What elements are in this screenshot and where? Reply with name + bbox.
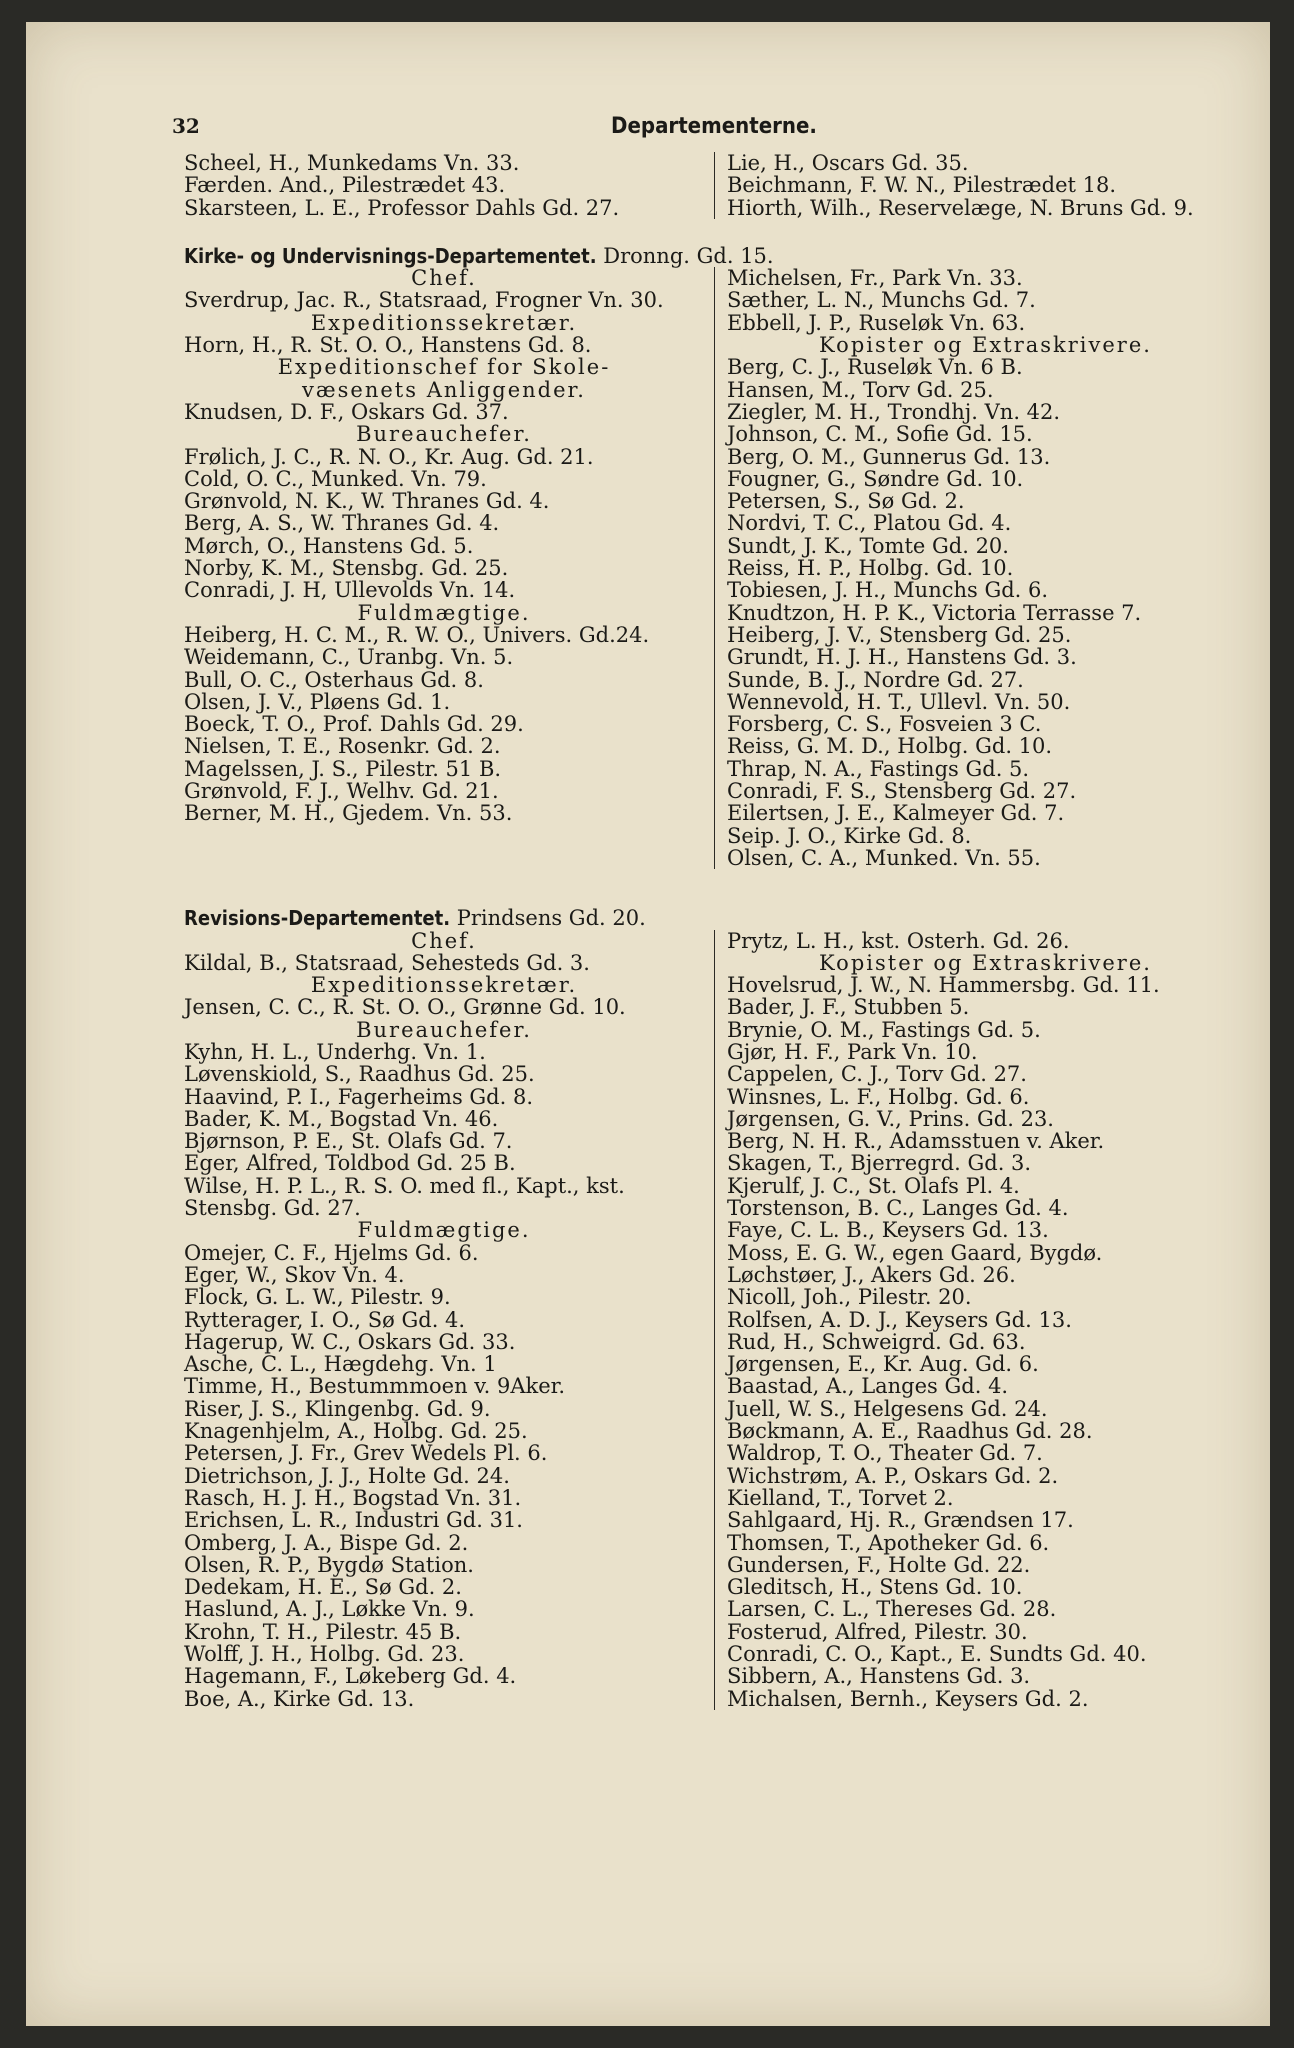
directory-entry: Conradi, J. H, Ullevolds Vn. 14. — [184, 578, 516, 603]
directory-entry: Bøckmann, A. E., Raadhus Gd. 28. — [727, 1419, 1093, 1444]
section-subheading: Expeditionssekretær. — [310, 310, 578, 335]
directory-entry: Omejer, C. F., Hjelms Gd. 6. — [184, 1240, 479, 1265]
directory-entry: Eger, W., Skov Vn. 4. — [184, 1262, 405, 1287]
directory-entry: Ziegler, M. H., Trondhj. Vn. 42. — [727, 399, 1061, 424]
directory-entry: Baastad, A., Langes Gd. 4. — [727, 1374, 1009, 1399]
directory-entry: Haavind, P. I., Fagerheims Gd. 8. — [184, 1084, 534, 1109]
revisions-right-column — [714, 930, 1244, 1710]
directory-entry: Petersen, S., Sø Gd. 2. — [727, 489, 965, 514]
directory-entry: Fosterud, Alfred, Pilestr. 30. — [727, 1619, 1028, 1644]
directory-entry: Wilse, H. P. L., R. S. O. med fl., Kapt., kst. — [184, 1173, 625, 1198]
directory-entry: Rytterager, I. O., Sø Gd. 4. — [184, 1307, 466, 1332]
directory-entry: Ebbell, J. P., Ruseløk Vn. 63. — [727, 310, 1026, 335]
directory-entry: Lie, H., Oscars Gd. 35. — [727, 151, 969, 175]
directory-entry: Mørch, O., Hanstens Gd. 5. — [184, 533, 474, 558]
directory-entry: Kildal, B., Statsraad, Sehesteds Gd. 3. — [184, 950, 590, 975]
directory-entry: Grønvold, N. K., W. Thranes Gd. 4. — [184, 489, 550, 514]
directory-entry: Skarsteen, L. E., Professor Dahls Gd. 27. — [184, 195, 620, 220]
directory-entry: Boeck, T. O., Prof. Dahls Gd. 29. — [184, 712, 524, 737]
section-subheading: Kopister og Extraskrivere. — [819, 333, 1152, 358]
directory-entry: Berner, M. H., Gjedem. Vn. 53. — [184, 801, 513, 826]
directory-entry: Rasch, H. J. H., Bogstad Vn. 31. — [184, 1485, 522, 1510]
section-subheading: væsenets Anliggender. — [302, 377, 586, 402]
directory-entry: Reiss, H. P., Holbg. Gd. 10. — [727, 556, 1014, 581]
directory-entry: Eger, Alfred, Toldbod Gd. 25 B. — [184, 1151, 516, 1176]
directory-entry: Bader, J. F., Stubben 5. — [727, 995, 970, 1020]
dept-heading-kirke — [184, 245, 1244, 267]
directory-entry: Beichmann, F. W. N., Pilestrædet 18. — [727, 173, 1117, 198]
directory-entry: Flock, G. L. W., Pilestr. 9. — [184, 1285, 451, 1310]
directory-entry: Petersen, J. Fr., Grev Wedels Pl. 6. — [184, 1441, 548, 1466]
directory-entry: Scheel, H., Munkedams Vn. 33. — [184, 151, 520, 175]
directory-entry: Gleditsch, H., Stens Gd. 10. — [727, 1575, 1023, 1600]
directory-entry: Krohn, T. H., Pilestr. 45 B. — [184, 1619, 462, 1644]
directory-entry: Dedekam, H. E., Sø Gd. 2. — [184, 1575, 462, 1600]
directory-entry: Gjør, H. F., Park Vn. 10. — [727, 1039, 978, 1064]
directory-entry: Hagemann, F., Løkeberg Gd. 4. — [184, 1664, 517, 1689]
section-subheading: Fuldmægtige. — [357, 600, 531, 625]
section-subheading: Fuldmægtige. — [357, 1218, 531, 1243]
directory-entry: Sunde, B. J., Nordre Gd. 27. — [727, 667, 1024, 692]
directory-entry: Brynie, O. M., Fastings Gd. 5. — [727, 1017, 1041, 1042]
directory-entry: Skagen, T., Bjerregrd. Gd. 3. — [727, 1151, 1032, 1176]
directory-entry: Michelsen, Fr., Park Vn. 33. — [727, 266, 1023, 291]
section-subheading: Expeditionssekretær. — [310, 973, 578, 998]
directory-entry: Berg, A. S., W. Thranes Gd. 4. — [184, 511, 500, 536]
directory-entry: Sæther, L. N., Munchs Gd. 7. — [727, 288, 1036, 313]
directory-entry: Jensen, C. C., R. St. O. O., Grønne Gd. 10. — [184, 995, 626, 1020]
directory-entry: Frølich, J. C., R. N. O., Kr. Aug. Gd. 21. — [184, 444, 594, 469]
directory-entry: Bull, O. C., Osterhaus Gd. 8. — [184, 667, 484, 692]
directory-entry: Grundt, H. J. H., Hanstens Gd. 3. — [727, 645, 1077, 670]
directory-entry: Magelssen, J. S., Pilestr. 51 B. — [184, 756, 502, 781]
directory-entry: Rud, H., Schweigrd. Gd. 63. — [727, 1329, 1026, 1354]
dept-address: Dronng. Gd. 15. — [603, 243, 774, 268]
directory-entry: Sahlgaard, Hj. R., Grændsen 17. — [727, 1508, 1074, 1533]
directory-entry: Horn, H., R. St. O. O., Hanstens Gd. 8. — [184, 333, 592, 358]
directory-entry: Gundersen, F., Holte Gd. 22. — [727, 1552, 1031, 1577]
directory-entry: Forsberg, C. S., Fosveien 3 C. — [727, 712, 1042, 737]
directory-entry: Knudsen, D. F., Oskars Gd. 37. — [184, 399, 509, 424]
directory-entry: Sibbern, A., Hanstens Gd. 3. — [727, 1664, 1031, 1689]
directory-entry: Conradi, F. S., Stensberg Gd. 27. — [727, 779, 1077, 804]
directory-entry: Bader, K. M., Bogstad Vn. 46. — [184, 1106, 499, 1131]
directory-entry: Olsen, R. P., Bygdø Station. — [184, 1552, 474, 1577]
directory-entry: Wichstrøm, A. P., Oskars Gd. 2. — [727, 1463, 1059, 1488]
directory-entry: Hiorth, Wilh., Reservelæge, N. Bruns Gd. 9. — [727, 195, 1194, 220]
directory-entry: Michalsen, Bernh., Keysers Gd. 2. — [727, 1686, 1089, 1711]
directory-entry: Erichsen, L. R., Industri Gd. 31. — [184, 1508, 523, 1533]
directory-entry: Fougner, G., Søndre Gd. 10. — [727, 466, 1024, 491]
directory-entry: Cold, O. C., Munked. Vn. 79. — [184, 466, 487, 491]
directory-entry: Dietrichson, J. J., Holte Gd. 24. — [184, 1463, 510, 1488]
directory-entry: Tobiesen, J. H., Munchs Gd. 6. — [727, 578, 1049, 603]
top-right-column — [714, 152, 1244, 219]
directory-entry: Seip. J. O., Kirke Gd. 8. — [727, 823, 972, 848]
directory-entry: Conradi, C. O., Kapt., E. Sundts Gd. 40. — [727, 1642, 1147, 1666]
directory-entry: Haslund, A. J., Løkke Vn. 9. — [184, 1597, 475, 1622]
section-subheading: Chef. — [411, 928, 477, 953]
directory-entry: Sverdrup, Jac. R., Statsraad, Frogner Vn. 30. — [184, 288, 664, 313]
directory-entry: Eilertsen, J. E., Kalmeyer Gd. 7. — [727, 801, 1065, 826]
section-subheading: Chef. — [411, 266, 477, 291]
directory-entry: Weidemann, C., Uranbg. Vn. 5. — [184, 645, 514, 670]
directory-entry: Bjørnson, P. E., St. Olafs Gd. 7. — [184, 1129, 513, 1154]
top-section — [184, 152, 1244, 219]
directory-entry: Løchstøer, J., Akers Gd. 26. — [727, 1262, 1016, 1287]
dept-name: Revisions-Departementet. — [184, 906, 451, 931]
directory-entry: Thomsen, T., Apotheker Gd. 6. — [727, 1530, 1050, 1555]
section-subheading: Kopister og Extraskrivere. — [819, 950, 1152, 975]
directory-entry: Faye, C. L. B., Keysers Gd. 13. — [727, 1218, 1049, 1243]
section-subheading: Bureauchefer. — [356, 422, 532, 447]
page-number: 32 — [172, 114, 200, 138]
directory-entry: Jørgensen, G. V., Prins. Gd. 23. — [727, 1106, 1054, 1131]
directory-entry: Thrap, N. A., Fastings Gd. 5. — [727, 756, 1030, 781]
directory-entry: Riser, J. S., Klingenbg. Gd. 9. — [184, 1396, 491, 1421]
directory-entry: Wennevold, H. T., Ullevl. Vn. 50. — [727, 689, 1071, 714]
directory-entry: Heiberg, J. V., Stensberg Gd. 25. — [727, 622, 1072, 647]
page-header — [172, 114, 1244, 152]
directory-entry: Winsnes, L. F., Holbg. Gd. 6. — [727, 1084, 1030, 1109]
directory-entry: Juell, W. S., Helgesens Gd. 24. — [727, 1396, 1048, 1421]
dept-heading-revisions — [184, 907, 1244, 929]
page-paper — [26, 22, 1270, 2026]
directory-entry: Løvenskiold, S., Raadhus Gd. 25. — [184, 1062, 535, 1087]
directory-entry: Timme, H., Bestummmoen v. 9Aker. — [184, 1374, 566, 1399]
directory-entry: Hagerup, W. C., Oskars Gd. 33. — [184, 1329, 516, 1354]
directory-entry: Nordvi, T. C., Platou Gd. 4. — [727, 511, 1012, 536]
directory-entry: Boe, A., Kirke Gd. 13. — [184, 1686, 415, 1711]
directory-entry: Johnson, C. M., Sofie Gd. 15. — [727, 422, 1033, 447]
section-subheading: Bureauchefer. — [356, 1017, 532, 1042]
directory-entry: Prytz, L. H., kst. Osterh. Gd. 26. — [727, 928, 1070, 953]
directory-entry: Olsen, C. A., Munked. Vn. 55. — [727, 845, 1041, 870]
revisions-section — [184, 930, 1244, 1710]
section-subheading: Expeditionschef for Skole- — [277, 355, 611, 380]
directory-entry: Grønvold, F. J., Welhv. Gd. 21. — [184, 779, 499, 804]
top-left-column — [184, 152, 714, 219]
dept-name: Kirke- og Undervisnings-Departementet. — [184, 243, 597, 268]
page-title: Departementerne. — [611, 114, 817, 139]
directory-entry: Færden. And., Pilestrædet 43. — [184, 173, 506, 198]
directory-entry: Wolff, J. H., Holbg. Gd. 23. — [184, 1642, 465, 1666]
directory-entry: Waldrop, T. O., Theater Gd. 7. — [727, 1441, 1043, 1466]
directory-entry: Nielsen, T. E., Rosenkr. Gd. 2. — [184, 734, 501, 759]
directory-entry: Berg, N. H. R., Adamsstuen v. Aker. — [727, 1129, 1105, 1154]
directory-entry: Heiberg, H. C. M., R. W. O., Univers. Gd.24. — [184, 622, 650, 647]
directory-entry: Jørgensen, E., Kr. Aug. Gd. 6. — [727, 1352, 1039, 1377]
directory-entry: Sundt, J. K., Tomte Gd. 20. — [727, 533, 1009, 558]
directory-entry: Berg, O. M., Gunnerus Gd. 13. — [727, 444, 1051, 469]
revisions-left-column — [184, 930, 714, 1710]
directory-entry: Hovelsrud, J. W., N. Hammersbg. Gd. 11. — [727, 973, 1160, 998]
dept-address: Prindsens Gd. 20. — [456, 906, 646, 931]
directory-entry: Knagenhjelm, A., Holbg. Gd. 25. — [184, 1419, 528, 1444]
directory-entry: Omberg, J. A., Bispe Gd. 2. — [184, 1530, 469, 1555]
kirke-section — [184, 267, 1244, 869]
directory-entry: Kielland, T., Torvet 2. — [727, 1485, 954, 1510]
directory-entry: Rolfsen, A. D. J., Keysers Gd. 13. — [727, 1307, 1072, 1332]
kirke-right-column — [714, 267, 1244, 869]
directory-entry: Kyhn, H. L., Underhg. Vn. 1. — [184, 1039, 486, 1064]
directory-entry: Moss, E. G. W., egen Gaard, Bygdø. — [727, 1240, 1103, 1265]
page-content — [172, 114, 1244, 1711]
directory-entry: Torstenson, B. C., Langes Gd. 4. — [727, 1196, 1069, 1221]
directory-entry: Norby, K. M., Stensbg. Gd. 25. — [184, 556, 509, 581]
directory-entry: Larsen, C. L., Thereses Gd. 28. — [727, 1597, 1057, 1622]
directory-entry: Cappelen, C. J., Torv Gd. 27. — [727, 1062, 1027, 1087]
directory-entry: Stensbg. Gd. 27. — [184, 1196, 361, 1221]
directory-entry: Asche, C. L., Hægdehg. Vn. 1 — [184, 1352, 497, 1377]
directory-entry: Hansen, M., Torv Gd. 25. — [727, 377, 994, 402]
directory-entry: Reiss, G. M. D., Holbg. Gd. 10. — [727, 734, 1053, 759]
directory-entry: Knudtzon, H. P. K., Victoria Terrasse 7. — [727, 600, 1142, 625]
directory-entry: Kjerulf, J. C., St. Olafs Pl. 4. — [727, 1173, 1020, 1198]
directory-entry: Nicoll, Joh., Pilestr. 20. — [727, 1285, 972, 1310]
kirke-left-column — [184, 267, 714, 869]
directory-entry: Berg, C. J., Ruseløk Vn. 6 B. — [727, 355, 1023, 380]
directory-entry: Olsen, J. V., Pløens Gd. 1. — [184, 689, 451, 714]
